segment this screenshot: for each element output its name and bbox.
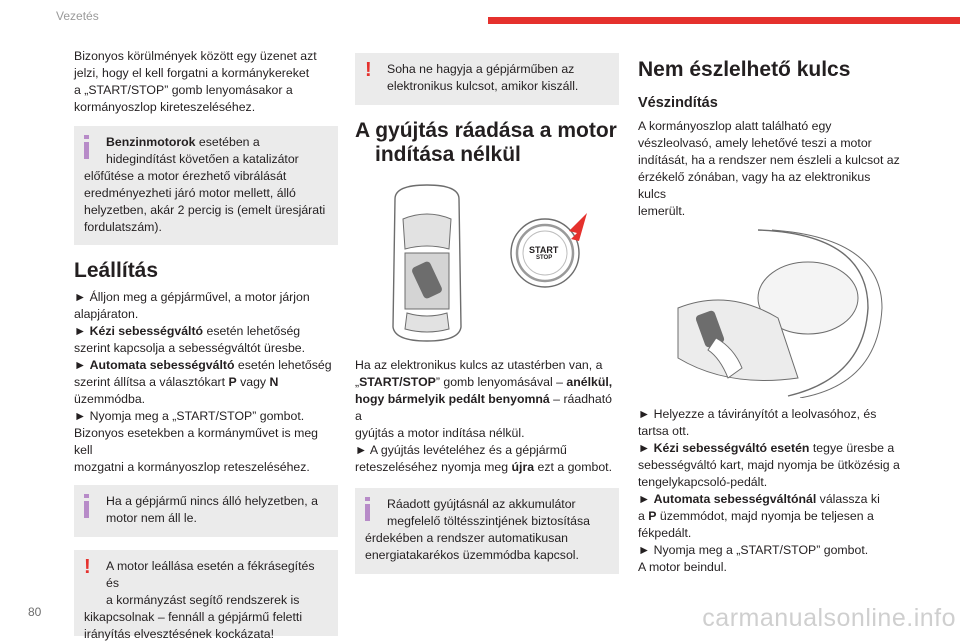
steering-wheel-icon bbox=[638, 228, 900, 398]
arrow-icon: ► bbox=[355, 443, 370, 457]
info-icon bbox=[363, 497, 375, 521]
section-heading-key-not-detected: Nem észlelhető kulcs bbox=[638, 58, 851, 81]
intro-line: Bizonyos körülmények között egy üzenet azt bbox=[74, 49, 317, 63]
note-text: helyzetben, akár 2 percig is (emelt üresjárati bbox=[84, 203, 326, 217]
car-top-view-icon bbox=[355, 179, 619, 347]
arrow-icon: ► bbox=[74, 290, 90, 304]
body-text: Ha az elektronikus kulcs az utastérben van, a bbox=[355, 358, 603, 372]
warning-text: elektronikus kulcsot, amikor kiszáll. bbox=[387, 79, 579, 93]
column-3 bbox=[638, 48, 900, 576]
warning-text: irányítás elvesztésének kockázata! bbox=[84, 627, 275, 641]
steering-column-reader-illustration bbox=[638, 228, 900, 398]
step: ► Automata sebességváltónál válassza ki bbox=[638, 492, 880, 506]
arrow-icon: ► bbox=[74, 409, 90, 423]
step-cont: mozgatni a kormányoszlop reteszeléséhez. bbox=[74, 460, 310, 474]
section-heading-stop: Leállítás bbox=[74, 259, 159, 282]
step: ► A gyújtás levételéhez és a gépjármű bbox=[355, 443, 567, 457]
step-cont: fékpedált. bbox=[638, 526, 692, 540]
body-text: vészleolvasó, amely lehetővé teszi a motor bbox=[638, 136, 872, 150]
warning-text: A motor leállása esetén a fékrásegítés és bbox=[106, 559, 315, 590]
stop-button-label: STOP bbox=[536, 255, 553, 261]
page-number: 80 bbox=[28, 605, 42, 619]
step: ► Helyezze a távirányítót a leolvasóhoz, és bbox=[638, 407, 877, 421]
arrow-icon: ► bbox=[638, 543, 654, 557]
note-text: Ha a gépjármű nincs álló helyzetben, a bbox=[106, 494, 318, 508]
note-text: energiatakarékos üzemmódba kapcsol. bbox=[365, 548, 579, 562]
body-text: lemerült. bbox=[638, 204, 686, 218]
note-text: Ráadott gyújtásnál az akkumulátor bbox=[387, 497, 576, 511]
warning-text: a kormányzást segítő rendszerek is bbox=[106, 593, 300, 607]
arrow-icon: ► bbox=[74, 324, 90, 338]
warning-icon: ! bbox=[365, 59, 372, 81]
step: ► Álljon meg a gépjárművel, a motor járjon bbox=[74, 290, 310, 304]
body-text: A kormányoszlop alatt található egy bbox=[638, 119, 832, 133]
warning-text: Soha ne hagyja a gépjárműben az bbox=[387, 62, 575, 76]
arrow-icon: ► bbox=[638, 441, 654, 455]
step-cont: sebességváltó kart, majd nyomja be ütközésig a bbox=[638, 458, 900, 472]
step: ► Kézi sebességváltó esetén lehetőség bbox=[74, 324, 301, 338]
step-cont: a P üzemmódot, majd nyomja be teljesen a bbox=[638, 509, 874, 523]
step: ► Nyomja meg a „START/STOP” gombot. bbox=[638, 543, 869, 557]
arrow-icon: ► bbox=[74, 358, 90, 372]
step-cont: alapjáraton. bbox=[74, 307, 139, 321]
step: ► Automata sebességváltó esetén lehetőség bbox=[74, 358, 332, 372]
step-cont: A motor beindul. bbox=[638, 560, 727, 574]
body-text: érzékelő zónában, vagy ha az elektronikus kulcs bbox=[638, 170, 871, 201]
body-text: reteszeléséhez nyomja meg újra ezt a gombot. bbox=[355, 460, 613, 474]
step-cont: szerint kapcsolja a sebességváltót üresbe. bbox=[74, 341, 306, 355]
warning-text: kikapcsolnak – fennáll a gépjármű feletti bbox=[84, 610, 303, 624]
note-text: érdekében a rendszer automatikusan bbox=[365, 531, 569, 545]
info-icon bbox=[82, 135, 94, 159]
info-note-battery bbox=[355, 488, 619, 574]
body-text: gyújtás a motor indítása nélkül. bbox=[355, 426, 525, 440]
warning-note-key bbox=[355, 53, 619, 105]
header-accent-bar bbox=[488, 17, 960, 24]
step-cont: tengelykapcsoló-pedált. bbox=[638, 475, 768, 489]
intro-line: a „START/STOP” gomb lenyomásakor a bbox=[74, 83, 293, 97]
body-text: hogy bármelyik pedált benyomná – ráadható a bbox=[355, 392, 612, 423]
section-heading-ignition: A gyújtás ráadása a motor bbox=[355, 119, 617, 142]
step-cont: szerint állítsa a választókart P vagy N bbox=[74, 375, 279, 389]
section-heading-ignition: indítása nélkül bbox=[375, 143, 521, 166]
note-text: megfelelő töltésszintjének biztosítása bbox=[387, 514, 591, 528]
subheading-emergency-start: Vészindítás bbox=[638, 95, 718, 111]
note-text: hidegindítást követően a katalizátor bbox=[106, 152, 299, 166]
note-text: esetében a bbox=[195, 135, 260, 149]
arrow-icon: ► bbox=[638, 492, 654, 506]
step-cont: üzemmódba. bbox=[74, 392, 146, 406]
warning-icon: ! bbox=[84, 556, 91, 578]
body-text: indítását, ha a rendszer nem észleli a kulcsot az bbox=[638, 153, 900, 167]
step-cont: Bizonyos esetekben a kormányművet is meg kell bbox=[74, 426, 319, 457]
car-and-start-button-illustration bbox=[355, 179, 619, 347]
step: ► Kézi sebességváltó esetén tegye üresbe a bbox=[638, 441, 895, 455]
step: ► Nyomja meg a „START/STOP” gombot. bbox=[74, 409, 305, 423]
watermark: carmanualsonline.info bbox=[702, 604, 956, 632]
intro-line: kormányoszlop kireteszeléséhez. bbox=[74, 100, 256, 114]
warning-note-brake bbox=[74, 550, 338, 641]
intro-line: jelzi, hogy el kell forgatni a kormánykereket bbox=[74, 66, 310, 80]
info-icon bbox=[82, 494, 94, 518]
start-button-label: START bbox=[529, 245, 559, 255]
note-text: előfűtése a motor érezhető vibrálását bbox=[84, 169, 287, 183]
info-note-not-stopped bbox=[74, 485, 338, 537]
header-title: Vezetés bbox=[56, 9, 99, 23]
note-bold: Benzinmotorok bbox=[106, 135, 196, 149]
note-text: eredményezheti járó motor mellett, álló bbox=[84, 186, 296, 200]
note-text: fordulatszám). bbox=[84, 220, 162, 234]
column-1 bbox=[74, 48, 338, 641]
info-note-petrol bbox=[74, 126, 338, 245]
step-cont: tartsa ott. bbox=[638, 424, 690, 438]
body-text: „START/STOP” gomb lenyomásával – anélkül, bbox=[355, 375, 613, 389]
note-text: motor nem áll le. bbox=[106, 511, 197, 525]
arrow-icon: ► bbox=[638, 407, 654, 421]
column-2 bbox=[355, 48, 619, 574]
